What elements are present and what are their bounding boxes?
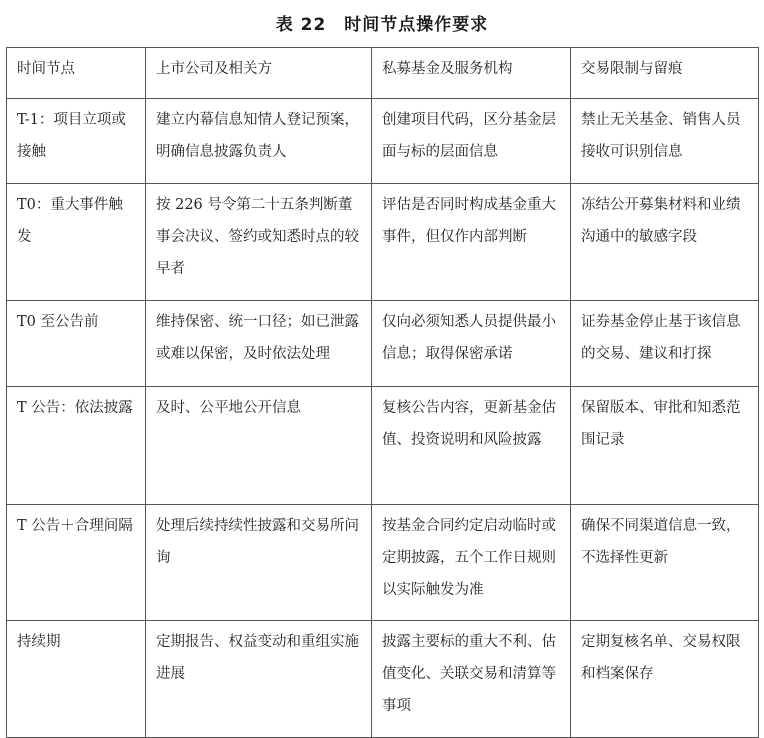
table-cell: T 公告：依法披露 [7, 387, 146, 505]
table-row [7, 184, 759, 301]
table-cell: 按 226 号令第二十五条判断董事会决议、签约或知悉时点的较早者 [146, 184, 372, 301]
table-cell: T 公告＋合理间隔 [7, 505, 146, 621]
table-cell: T-1：项目立项或接触 [7, 99, 146, 184]
table-header-row [7, 48, 759, 99]
header-cell-private-fund: 私募基金及服务机构 [372, 48, 571, 99]
table-cell: 复核公告内容，更新基金估值、投资说明和风险披露 [372, 387, 571, 505]
table-row [7, 387, 759, 505]
table-cell: 仅向必须知悉人员提供最小信息；取得保密承诺 [372, 301, 571, 387]
table-cell: 定期复核名单、交易权限和档案保存 [571, 621, 759, 738]
header-cell-listed-company: 上市公司及相关方 [146, 48, 372, 99]
table-cell: 冻结公开募集材料和业绩沟通中的敏感字段 [571, 184, 759, 301]
table-cell: 证券基金停止基于该信息的交易、建议和打探 [571, 301, 759, 387]
table-cell: 保留版本、审批和知悉范围记录 [571, 387, 759, 505]
table-title: 表 22 时间节点操作要求 [275, 15, 489, 35]
table-cell: T0 至公告前 [7, 301, 146, 387]
table-cell: 持续期 [7, 621, 146, 738]
table-cell: 创建项目代码，区分基金层面与标的层面信息 [372, 99, 571, 184]
table-cell: 禁止无关基金、销售人员接收可识别信息 [571, 99, 759, 184]
table-cell: T0：重大事件触发 [7, 184, 146, 301]
table-cell: 披露主要标的重大不利、估值变化、关联交易和清算等事项 [372, 621, 571, 738]
operation-requirements-table [6, 47, 759, 738]
header-cell-time-node: 时间节点 [7, 48, 146, 99]
table-cell: 处理后续持续性披露和交易所问询 [146, 505, 372, 621]
header-cell-trading-restriction: 交易限制与留痕 [571, 48, 759, 99]
table-cell: 按基金合同约定启动临时或定期披露，五个工作日规则以实际触发为准 [372, 505, 571, 621]
table-cell: 确保不同渠道信息一致，不选择性更新 [571, 505, 759, 621]
table-cell: 建立内幕信息知情人登记预案，明确信息披露负责人 [146, 99, 372, 184]
table-row [7, 505, 759, 621]
table-cell: 评估是否同时构成基金重大事件，但仅作内部判断 [372, 184, 571, 301]
table-row [7, 621, 759, 738]
table-row [7, 99, 759, 184]
table-cell: 维持保密、统一口径；如已泄露或难以保密，及时依法处理 [146, 301, 372, 387]
table-cell: 及时、公平地公开信息 [146, 387, 372, 505]
table-cell: 定期报告、权益变动和重组实施进展 [146, 621, 372, 738]
table-row [7, 301, 759, 387]
